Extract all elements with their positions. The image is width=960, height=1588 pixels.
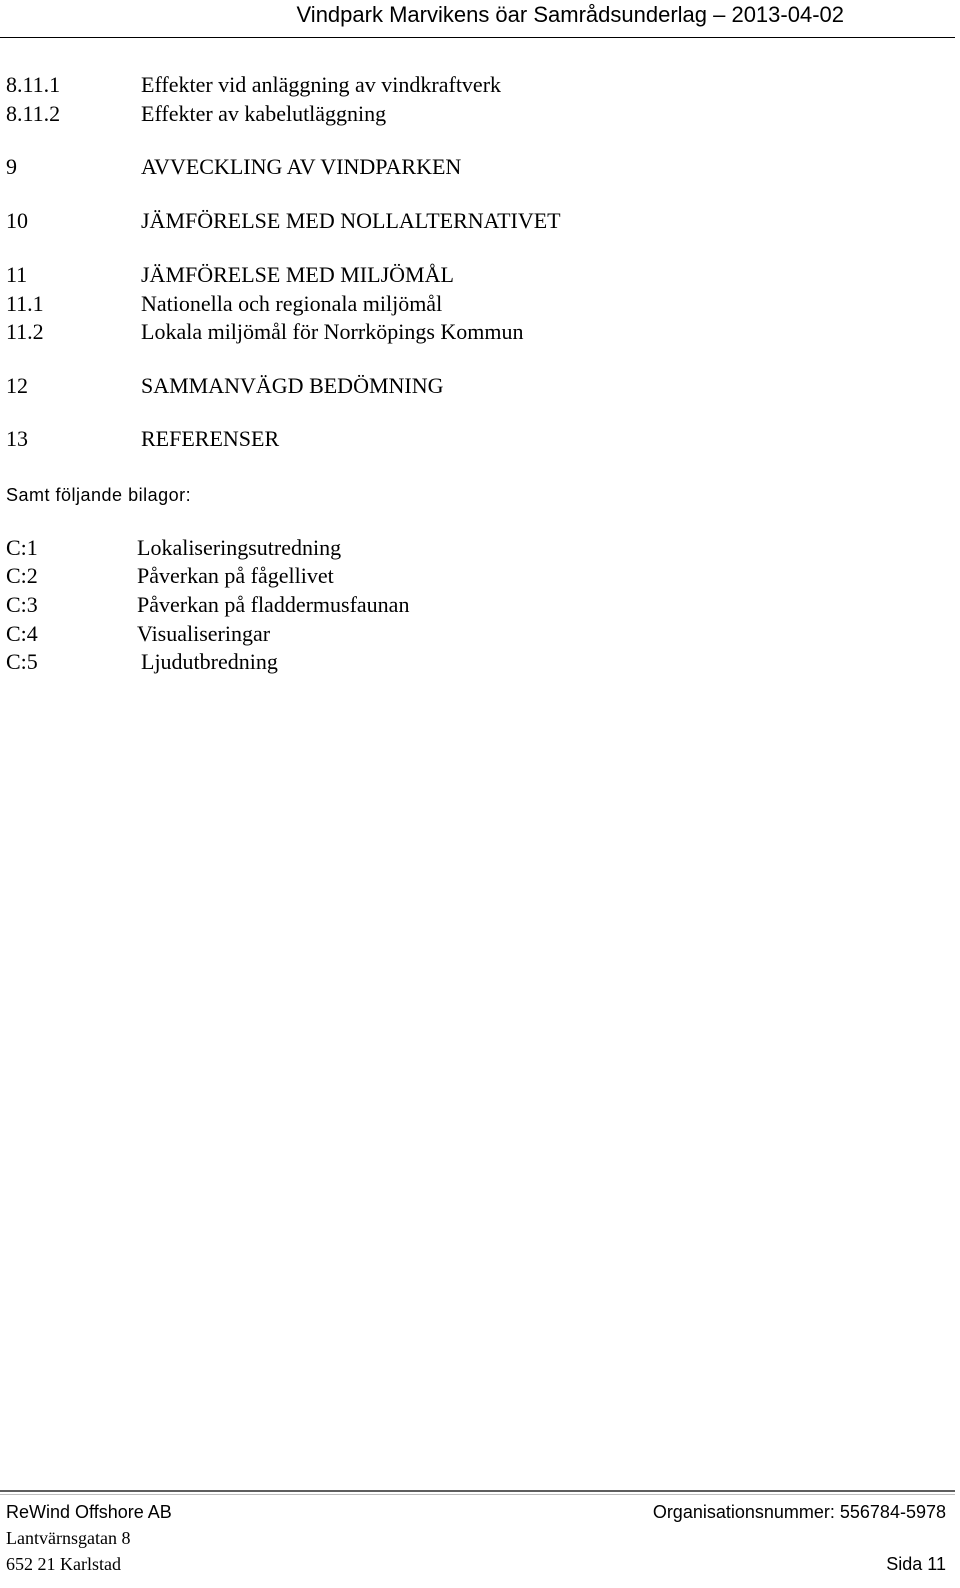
footer-street: Lantvärnsgatan 8 xyxy=(6,1528,131,1548)
header-divider xyxy=(0,37,955,38)
appendix-code: C:1 xyxy=(6,535,38,560)
footer-company: ReWind Offshore AB xyxy=(6,1502,172,1522)
toc-title: Effekter av kabelutläggning xyxy=(141,101,387,126)
footer-divider-thin xyxy=(0,1494,955,1495)
toc-number: 11.2 xyxy=(6,319,44,344)
toc-title: SAMMANVÄGD BEDÖMNING xyxy=(141,373,444,398)
appendix-code: C:4 xyxy=(6,621,38,646)
toc-number: 9 xyxy=(6,154,17,179)
appendix-code: C:5 xyxy=(6,649,38,674)
toc-title: JÄMFÖRELSE MED MILJÖMÅL xyxy=(141,262,454,287)
footer-city: 652 21 Karlstad xyxy=(6,1554,121,1574)
toc-number: 8.11.2 xyxy=(6,101,61,126)
appendix-title: Ljudutbredning xyxy=(141,649,278,674)
footer-org-number: Organisationsnummer: 556784-5978 xyxy=(652,1502,946,1522)
page-header-title: Vindpark Marvikens öar Samrådsunderlag – 2013-04-02 xyxy=(296,2,844,27)
appendix-intro: Samt följande bilagor: xyxy=(6,485,192,505)
footer-divider xyxy=(0,1490,955,1492)
appendix-title: Påverkan på fågellivet xyxy=(137,563,334,588)
toc-title: Effekter vid anläggning av vindkraftverk xyxy=(141,72,502,97)
toc-number: 10 xyxy=(6,208,28,233)
toc-title: Lokala miljömål för Norrköpings Kommun xyxy=(141,319,524,344)
footer-page-number: Sida 11 xyxy=(886,1554,946,1574)
appendix-title: Påverkan på fladdermusfaunan xyxy=(137,592,410,617)
appendix-title: Lokaliseringsutredning xyxy=(137,535,342,560)
toc-title: Nationella och regionala miljömål xyxy=(141,291,443,316)
appendix-code: C:3 xyxy=(6,592,38,617)
toc-number: 8.11.1 xyxy=(6,72,61,97)
appendix-title: Visualiseringar xyxy=(137,621,271,646)
toc-number: 11 xyxy=(6,262,28,287)
toc-number: 13 xyxy=(6,426,28,451)
toc-title: AVVECKLING AV VINDPARKEN xyxy=(141,154,462,179)
toc-title: REFERENSER xyxy=(141,426,280,451)
toc-title: JÄMFÖRELSE MED NOLLALTERNATIVET xyxy=(141,208,561,233)
toc-number: 12 xyxy=(6,373,28,398)
appendix-code: C:2 xyxy=(6,563,38,588)
toc-number: 11.1 xyxy=(6,291,44,316)
